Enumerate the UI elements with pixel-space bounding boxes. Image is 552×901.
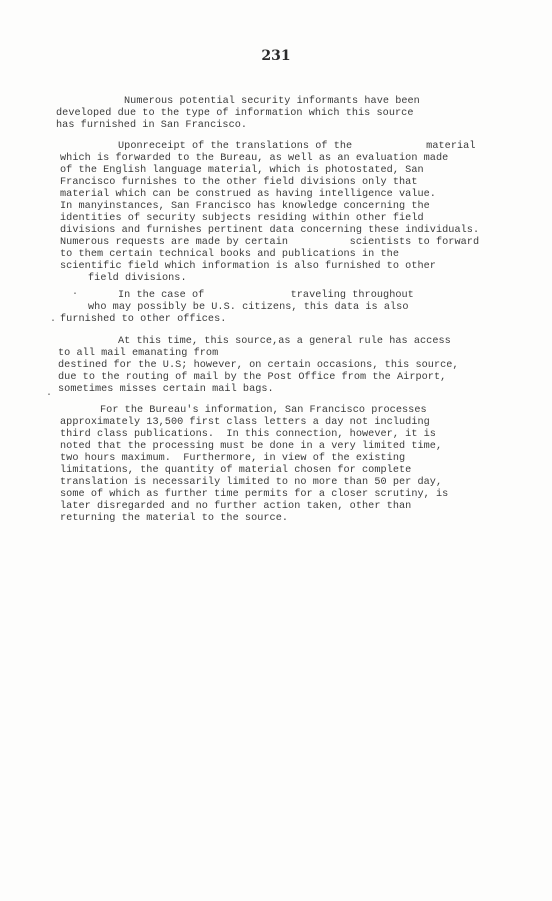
- paragraph-line: Numerous requests are made by certain scientists to forward: [60, 237, 480, 248]
- paragraph-line: destined for the U.S; however, on certain occasions, this source,: [58, 360, 459, 371]
- paragraph-line: In the case of traveling throughout: [118, 290, 414, 301]
- paragraph-line: to all mail emanating from: [58, 348, 219, 359]
- paragraph-line: At this time, this source,as a general rule has access: [118, 336, 451, 347]
- paragraph-line: identities of security subjects residing within other field: [60, 213, 424, 224]
- scan-mark: ·: [72, 289, 79, 300]
- paragraph-line: to them certain technical books and publications in the: [60, 249, 399, 260]
- paragraph-line: who may possibly be U.S. citizens, this data is also: [88, 302, 409, 313]
- paragraph-line: divisions and furnishes pertinent data concerning these individuals.: [60, 225, 480, 236]
- paragraph-line: Numerous potential security informants have been: [124, 96, 420, 107]
- paragraph-line: limitations, the quantity of material chosen for complete: [60, 465, 412, 476]
- paragraph-line: For the Bureau's information, San Francisco processes: [100, 405, 427, 416]
- paragraph-line: scientific field which information is also furnished to other: [60, 261, 436, 272]
- paragraph-line: third class publications. In this connection, however, it is: [60, 429, 436, 440]
- paragraph-line: translation is necessarily limited to no more than 50 per day,: [60, 477, 443, 488]
- paragraph-line: developed due to the type of information which this source: [56, 108, 414, 119]
- paragraph-line: sometimes misses certain mail bags.: [58, 384, 274, 395]
- paragraph-line: Francisco furnishes to the other field divisions only that: [60, 177, 418, 188]
- scan-mark: ·: [50, 316, 57, 327]
- paragraph-line: some of which as further time permits for a closer scrutiny, is: [60, 489, 449, 500]
- paragraph-line: returning the material to the source.: [60, 513, 289, 524]
- paragraph-line: of the English language material, which is photostated, San: [60, 165, 424, 176]
- paragraph-line: In manyinstances, San Francisco has knowledge concerning the: [60, 201, 430, 212]
- paragraph-line: approximately 13,500 first class letters a day not including: [60, 417, 430, 428]
- paragraph-line: furnished to other offices.: [60, 314, 227, 325]
- paragraph-line: due to the routing of mail by the Post Office from the Airport,: [58, 372, 447, 383]
- paragraph-line: material which can be construed as having intelligence value.: [60, 189, 436, 200]
- paragraph-line: which is forwarded to the Bureau, as well as an evaluation made: [60, 153, 449, 164]
- paragraph-line: field divisions.: [88, 273, 187, 284]
- paragraph-line: has furnished in San Francisco.: [56, 120, 248, 131]
- scan-mark: ·: [46, 390, 53, 401]
- paragraph-line: noted that the processing must be done in a very limited time,: [60, 441, 443, 452]
- page-number: 231: [261, 48, 291, 64]
- paragraph-line: Uponreceipt of the translations of the material: [118, 141, 476, 152]
- paragraph-line: two hours maximum. Furthermore, in view of the existing: [60, 453, 406, 464]
- paragraph-line: later disregarded and no further action taken, other than: [60, 501, 412, 512]
